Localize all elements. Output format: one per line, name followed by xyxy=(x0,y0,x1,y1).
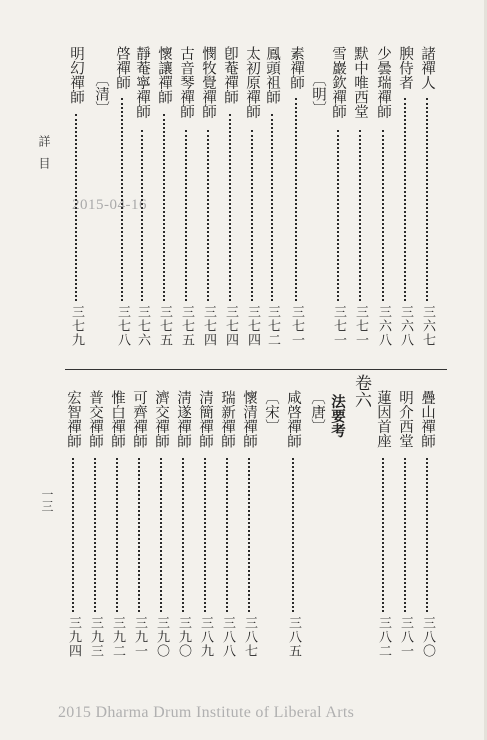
running-head: 詳目 xyxy=(37,135,51,179)
toc-entry-name: 咸啓禪師 xyxy=(285,390,301,448)
leader-dots xyxy=(404,458,406,612)
leader-dots xyxy=(271,114,273,301)
toc-page-number: 三九〇 xyxy=(154,616,169,658)
toc-page-number: 三八〇 xyxy=(420,616,435,658)
leader-dots xyxy=(426,98,428,301)
toc-entry-name: 普交禪師 xyxy=(87,390,103,448)
leader-dots xyxy=(207,130,209,301)
toc-entry-name: 宏智禪師 xyxy=(65,390,81,448)
leader-dots xyxy=(337,130,339,301)
toc-page-number: 三九一 xyxy=(132,616,147,658)
toc-entry-name: 默中唯西堂 xyxy=(352,46,368,119)
date-stamp: 2015-04-16 xyxy=(72,197,147,213)
leader-dots xyxy=(404,98,406,301)
toc-entry-name: 清簡禪師 xyxy=(197,390,213,448)
leader-dots xyxy=(94,458,96,612)
leader-dots xyxy=(295,98,297,301)
toc-entry-name: 疊山禪師 xyxy=(419,390,435,448)
toc-page-number: 三七九 xyxy=(69,305,84,347)
toc-page-number: 三八九 xyxy=(198,616,213,658)
toc-entry-name: 古音琴禪師 xyxy=(178,46,194,119)
toc-page-number: 三九〇 xyxy=(176,616,191,658)
toc-page-number: 三八七 xyxy=(242,616,257,658)
toc-page-number: 三八二 xyxy=(376,616,391,658)
toc-page-number: 三七五 xyxy=(179,305,194,347)
leader-dots xyxy=(226,458,228,612)
toc-entry-name: 少曇瑞禪師 xyxy=(375,46,391,119)
toc-page-number: 三七六 xyxy=(135,305,150,347)
toc-entry-name: 雪巖欽禪師 xyxy=(330,46,346,119)
toc-entry-name: 〔明〕 xyxy=(310,72,326,116)
toc-page-number: 三九四 xyxy=(66,616,81,658)
toc-entry-name: 濟交禪師 xyxy=(153,390,169,448)
toc-entry-name: 蓮因首座 xyxy=(375,390,391,448)
leader-dots xyxy=(426,458,428,612)
leader-dots xyxy=(72,458,74,612)
toc-entry-name: 明幻禪師 xyxy=(68,46,84,104)
toc-page-number: 三七四 xyxy=(223,305,238,347)
toc-page-number: 三七一 xyxy=(353,305,368,347)
toc-entry-name: 憫牧覺禪師 xyxy=(200,46,216,119)
leader-dots xyxy=(116,458,118,612)
toc-page-number: 三七五 xyxy=(157,305,172,347)
toc-page-number: 三九二 xyxy=(110,616,125,658)
leader-dots xyxy=(163,114,165,301)
toc-page-number: 三九三 xyxy=(88,616,103,658)
toc-entry-name: 諸禪人 xyxy=(419,46,435,90)
toc-page-number: 三七四 xyxy=(201,305,216,347)
leader-dots xyxy=(75,114,77,301)
toc-page-number: 三八八 xyxy=(220,616,235,658)
leader-dots xyxy=(160,458,162,612)
toc-entry-name: 懷讓禪師 xyxy=(156,46,172,104)
toc-page-number: 三七一 xyxy=(289,305,304,347)
leader-dots xyxy=(229,114,231,301)
toc-entry-name: 鳳頭祖師 xyxy=(264,46,280,104)
leader-dots xyxy=(204,458,206,612)
leader-dots xyxy=(251,130,253,301)
toc-page-number: 三七四 xyxy=(245,305,260,347)
toc-page-number: 三六八 xyxy=(398,305,413,347)
toc-page-number: 三八五 xyxy=(286,616,301,658)
toc-entry-name: 〔清〕 xyxy=(93,72,109,116)
leader-dots xyxy=(382,130,384,301)
leader-dots xyxy=(292,458,294,612)
toc-entry-name: 腴侍者 xyxy=(397,46,413,90)
toc-entry-name: 〔唐〕 xyxy=(309,390,325,434)
footer-watermark: 2015 Dharma Drum Institute of Liberal Arts xyxy=(58,704,355,721)
leader-dots xyxy=(138,458,140,612)
toc-page-number: 三六七 xyxy=(420,305,435,347)
toc-entry-name: 法要考 xyxy=(329,394,346,438)
toc-entry-name: 可齊禪師 xyxy=(131,390,147,448)
leader-dots xyxy=(382,458,384,612)
toc-entry-name: 太初原禪師 xyxy=(244,46,260,119)
toc-entry-name: 〔宋〕 xyxy=(263,390,279,434)
toc-page-number: 三七一 xyxy=(331,305,346,347)
toc-entry-name: 啓禪師 xyxy=(114,46,130,90)
toc-entry-name: 惟白禪師 xyxy=(109,390,125,448)
folio: 一三 xyxy=(40,488,54,512)
toc-entry-name: 懷清禪師 xyxy=(241,390,257,448)
toc-page-number: 三七八 xyxy=(115,305,130,347)
toc-entry-name: 卽菴禪師 xyxy=(222,46,238,104)
toc-entry-name: 明介西堂 xyxy=(397,390,413,448)
toc-page-number: 三六八 xyxy=(376,305,391,347)
toc-entry-name: 素禪師 xyxy=(288,46,304,90)
leader-dots xyxy=(141,130,143,301)
section-divider xyxy=(65,369,447,370)
leader-dots xyxy=(359,130,361,301)
leader-dots xyxy=(185,130,187,301)
leader-dots xyxy=(182,458,184,612)
toc-entry-name: 淸遂禪師 xyxy=(175,390,191,448)
leader-dots xyxy=(121,98,123,301)
toc-entry-name: 靜菴寧禪師 xyxy=(134,46,150,119)
toc-page-number: 三八一 xyxy=(398,616,413,658)
toc-entry-name: 瑞新禪師 xyxy=(219,390,235,448)
toc-page-number: 三七二 xyxy=(265,305,280,347)
leader-dots xyxy=(248,458,250,612)
toc-entry-name: 卷六 xyxy=(351,374,371,408)
